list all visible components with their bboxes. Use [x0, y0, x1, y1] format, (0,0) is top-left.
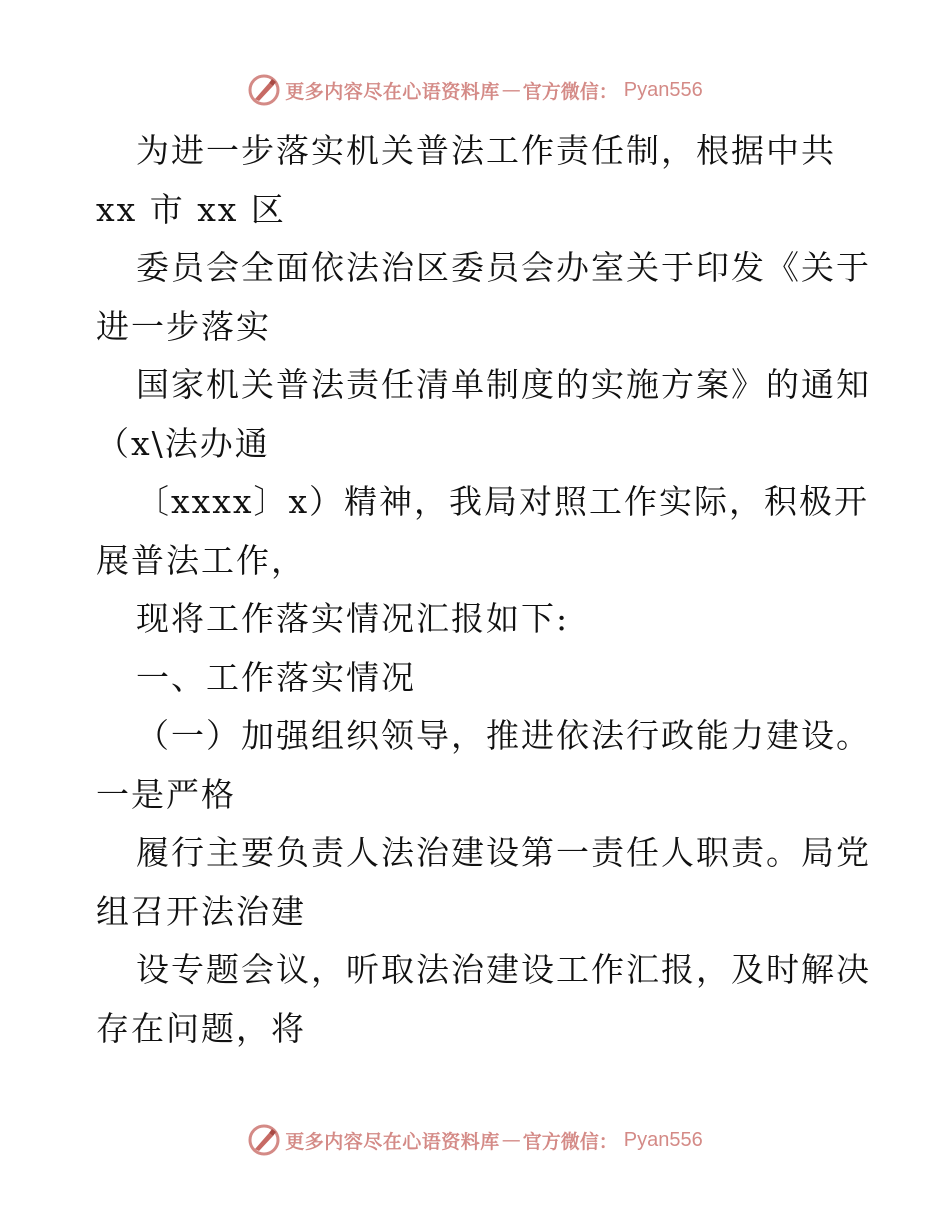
watermark-separator: — — [501, 79, 521, 101]
text-line: 履行主要负责人法治建设第一责任人职责。局党 — [136, 833, 871, 872]
text-line: 现将工作落实情况汇报如下: — [136, 599, 570, 638]
text-line: 存在问题，将 — [96, 1008, 306, 1048]
watermark-label: 官方微信： — [522, 80, 618, 103]
watermark-footer — [0, 1120, 950, 1160]
subsection-heading: （一）加强组织领导，推进依法行政能力建设。 — [136, 716, 871, 755]
watermark-separator: — — [501, 1129, 521, 1151]
text-line: 组召开法治建 — [96, 891, 306, 931]
section-heading: 一、工作落实情况 — [136, 657, 416, 697]
pen-logo-icon — [247, 1123, 281, 1157]
watermark-header — [0, 70, 950, 110]
watermark-text: 更多内容尽在心语资料库 — [285, 1130, 500, 1153]
text-line: 委员会全面依法治区委员会办室关于印发《关于 — [136, 248, 871, 287]
text-line: 〔xxxx〕x）精神，我局对照工作实际，积极开 — [136, 482, 870, 521]
watermark-label: 官方微信： — [522, 1130, 618, 1153]
pen-logo-icon — [247, 73, 281, 107]
watermark-id: Pyan556 — [623, 78, 703, 101]
text-line: 一是严格 — [96, 774, 236, 814]
watermark-text: 更多内容尽在心语资料库 — [285, 80, 500, 103]
text-line: xx 市 xx 区 — [96, 189, 286, 229]
text-line: 国家机关普法责任清单制度的实施方案》的通知 — [136, 365, 871, 404]
watermark-id: Pyan556 — [623, 1128, 703, 1151]
text-line: 设专题会议，听取法治建设工作汇报，及时解决 — [136, 950, 871, 989]
text-line: 为进一步落实机关普法工作责任制，根据中共 — [136, 131, 836, 170]
text-line: 进一步落实 — [96, 306, 271, 346]
text-line: （x\法办通 — [96, 423, 270, 463]
text-line: 展普法工作， — [96, 540, 306, 580]
document-body — [96, 122, 871, 1058]
